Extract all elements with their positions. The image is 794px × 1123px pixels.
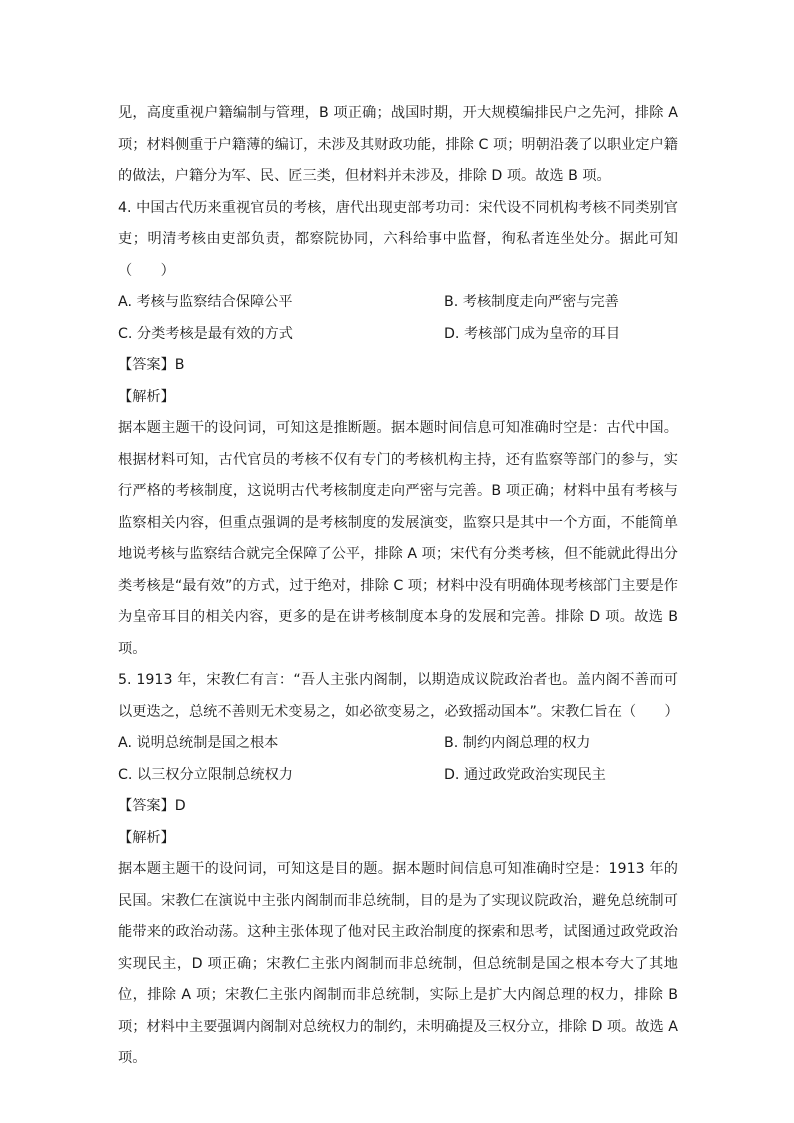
- q5-analysis-label: 【解析】: [118, 829, 175, 846]
- q5-answer: 【答案】D: [118, 798, 186, 814]
- q5-option-c: C. 以三权分立限制总统权力: [118, 766, 293, 783]
- q4-answer: 【答案】B: [118, 357, 185, 373]
- q5-option-a: A. 说明总统制是国之根本: [118, 735, 279, 751]
- q4-option-c: C. 分类考核是最有效的方式: [118, 325, 293, 342]
- q5-stem: 5. 1913 年，宋教仁有言：“吾人主张内阁制，以期造成议院政治者也。盖内阁不善而可以更迭之，总统不善则无术变易之，如必欲变易之，必致摇动国本”。宋教仁旨在（ ）: [118, 672, 679, 720]
- q4-option-d: D. 考核部门成为皇帝的耳目: [444, 325, 621, 342]
- q4-analysis: 据本题主题干的设问词，可知这是推断题。据本题时间信息可知准确时空是：古代中国。根据材料可知，古代官员的考核不仅有专门的考核机构主持，还有监察等部门的参与，实行严格的考核制度，这说明古代考核制度走向严密与完善。B 项正确；材料中虽有考核与监察相关内容，但重点强调的是考核制度的发展演变，监察只是其中一个方面，不能简单地说考核与监察结合就完全保障了公平，排除 A 项；宋代有分类考核，但不能就此得出分类考核是“最有效”的方式，过于绝对，排除 C 项；材料中没有明确体现考核部门主要是作为皇帝耳目的相关内容，更多的是在讲考核制度本身的发展和完善。排除 D 项。故选 B 项。: [118, 420, 678, 657]
- q4-analysis-label: 【解析】: [118, 388, 175, 405]
- q5-option-b: B. 制约内阁总理的权力: [444, 735, 591, 751]
- q4-stem: 4. 中国古代历来重视官员的考核，唐代出现吏部考功司：宋代设不同机构考核不同类别官吏；明清考核由吏部负责，都察院协同，六科给事中监督，徇私者连坐处分。据此可知（ ）: [118, 199, 678, 279]
- q5-analysis: 据本题主题干的设问词，可知这是目的题。据本题时间信息可知准确时空是：1913 年的民国。宋教仁在演说中主张内阁制而非总统制，目的是为了实现议院政治，避免总统制可能带来的政治动荡。这种主张体现了他对民主政治制度的探索和思考，试图通过政党政治实现民主，D 项正确；宋教仁主张内阁制而非总统制，但总统制是国之根本夸大了其地位，排除 A 项；宋教仁主张内阁制而非总统制，实际上是扩大内阁总理的权力，排除 B 项；材料中主要强调内阁制对总统权力的制约，未明确提及三权分立，排除 D 项。故选 A 项。: [118, 861, 678, 1066]
- q4-option-a: A. 考核与监察结合保障公平: [118, 294, 293, 310]
- document-page: [118, 98, 678, 1075]
- q3-analysis-tail: 见，高度重视户籍编制与管理，B 项正确；战国时期，开大规模编排民户之先河，排除 A 项；材料侧重于户籍薄的编订，未涉及其财政功能，排除 C 项；明朝沿袭了以职业定户籍的做法，户籍分为军、民、匠三类，但材料并未涉及，排除 D 项。故选 B 项。: [118, 105, 678, 184]
- q4-option-b: B. 考核制度走向严密与完善: [444, 294, 619, 310]
- q5-options: [118, 728, 678, 791]
- q5-option-d: D. 通过政党政治实现民主: [444, 766, 606, 783]
- q4-options: [118, 287, 678, 350]
